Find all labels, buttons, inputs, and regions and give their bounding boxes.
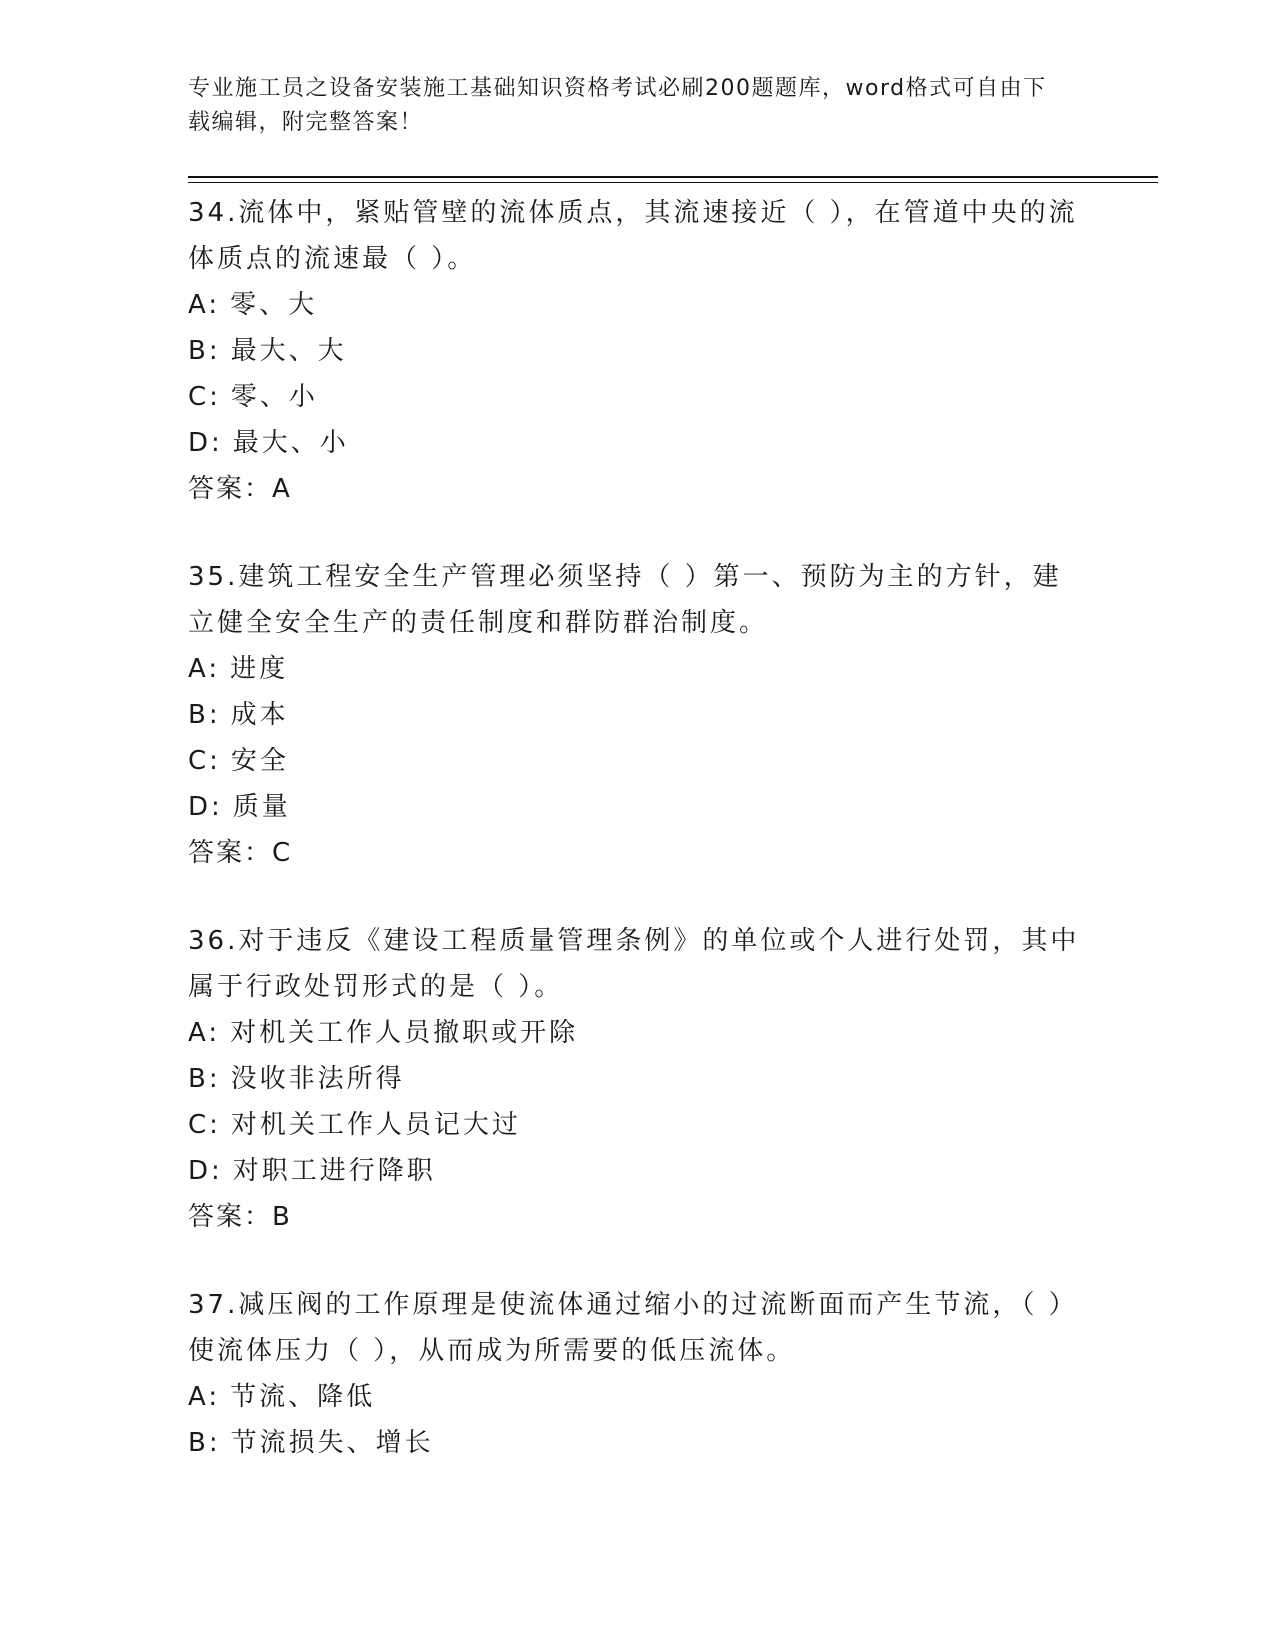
option-letter: C: bbox=[188, 1110, 221, 1140]
option-letter: B: bbox=[188, 1428, 221, 1458]
option-d bbox=[188, 420, 1088, 466]
question-text: 35.建筑工程安全生产管理必须坚持（ ）第一、预防为主的方针，建立健全安全生产的责任制度和群防群治制度。 bbox=[188, 562, 1062, 638]
option-c bbox=[188, 738, 1088, 784]
option-letter: A: bbox=[188, 290, 221, 320]
option-letter: B: bbox=[188, 336, 221, 366]
option-text: 安全 bbox=[230, 746, 289, 776]
option-text: 零、大 bbox=[230, 290, 318, 320]
option-letter: D: bbox=[188, 1156, 223, 1186]
option-letter: C: bbox=[188, 382, 221, 412]
question-34 bbox=[188, 190, 1088, 512]
option-a bbox=[188, 1374, 1088, 1420]
option-b bbox=[188, 328, 1088, 374]
option-a bbox=[188, 1010, 1088, 1056]
option-text: 对职工进行降职 bbox=[232, 1156, 436, 1186]
answer-line: 答案：A bbox=[188, 474, 292, 504]
option-text: 成本 bbox=[230, 700, 289, 730]
option-text: 最大、小 bbox=[232, 428, 349, 458]
option-letter: B: bbox=[188, 700, 221, 730]
option-text: 零、小 bbox=[230, 382, 318, 412]
option-d bbox=[188, 784, 1088, 830]
question-36 bbox=[188, 918, 1088, 1240]
option-b bbox=[188, 1056, 1088, 1102]
option-letter: C: bbox=[188, 746, 221, 776]
question-text: 36.对于违反《建设工程质量管理条例》的单位或个人进行处罚，其中属于行政处罚形式的是（ ）。 bbox=[188, 926, 1080, 1002]
option-text: 没收非法所得 bbox=[230, 1064, 405, 1094]
option-letter: A: bbox=[188, 1382, 221, 1412]
option-c bbox=[188, 374, 1088, 420]
option-text: 对机关工作人员记大过 bbox=[230, 1110, 521, 1140]
option-b bbox=[188, 692, 1088, 738]
option-a bbox=[188, 282, 1088, 328]
option-text: 对机关工作人员撤职或开除 bbox=[230, 1018, 579, 1048]
question-list bbox=[188, 190, 1088, 1508]
option-text: 节流损失、增长 bbox=[230, 1428, 434, 1458]
option-text: 进度 bbox=[230, 654, 289, 684]
option-a bbox=[188, 646, 1088, 692]
option-letter: A: bbox=[188, 654, 221, 684]
document-header: 专业施工员之设备安装施工基础知识资格考试必刷200题题库，word格式可自由下载编辑，附完整答案！ bbox=[188, 76, 1047, 135]
option-letter: B: bbox=[188, 1064, 221, 1094]
option-b bbox=[188, 1420, 1088, 1466]
option-letter: D: bbox=[188, 792, 223, 822]
option-text: 最大、大 bbox=[230, 336, 347, 366]
answer-line: 答案：B bbox=[188, 1202, 292, 1232]
option-text: 节流、降低 bbox=[230, 1382, 376, 1412]
header-divider-thin bbox=[188, 182, 1158, 183]
option-d bbox=[188, 1148, 1088, 1194]
option-text: 质量 bbox=[232, 792, 291, 822]
option-letter: A: bbox=[188, 1018, 221, 1048]
question-35 bbox=[188, 554, 1088, 876]
option-c bbox=[188, 1102, 1088, 1148]
option-letter: D: bbox=[188, 428, 223, 458]
question-text: 34.流体中，紧贴管壁的流体质点，其流速接近（ ），在管道中央的流体质点的流速最（ ）。 bbox=[188, 198, 1078, 274]
header-divider-thick bbox=[188, 176, 1158, 178]
question-text: 37.减压阀的工作原理是使流体通过缩小的过流断面而产生节流，（ ）使流体压力（ ），从而成为所需要的低压流体。 bbox=[188, 1290, 1078, 1366]
question-37 bbox=[188, 1282, 1088, 1466]
answer-line: 答案：C bbox=[188, 838, 293, 868]
